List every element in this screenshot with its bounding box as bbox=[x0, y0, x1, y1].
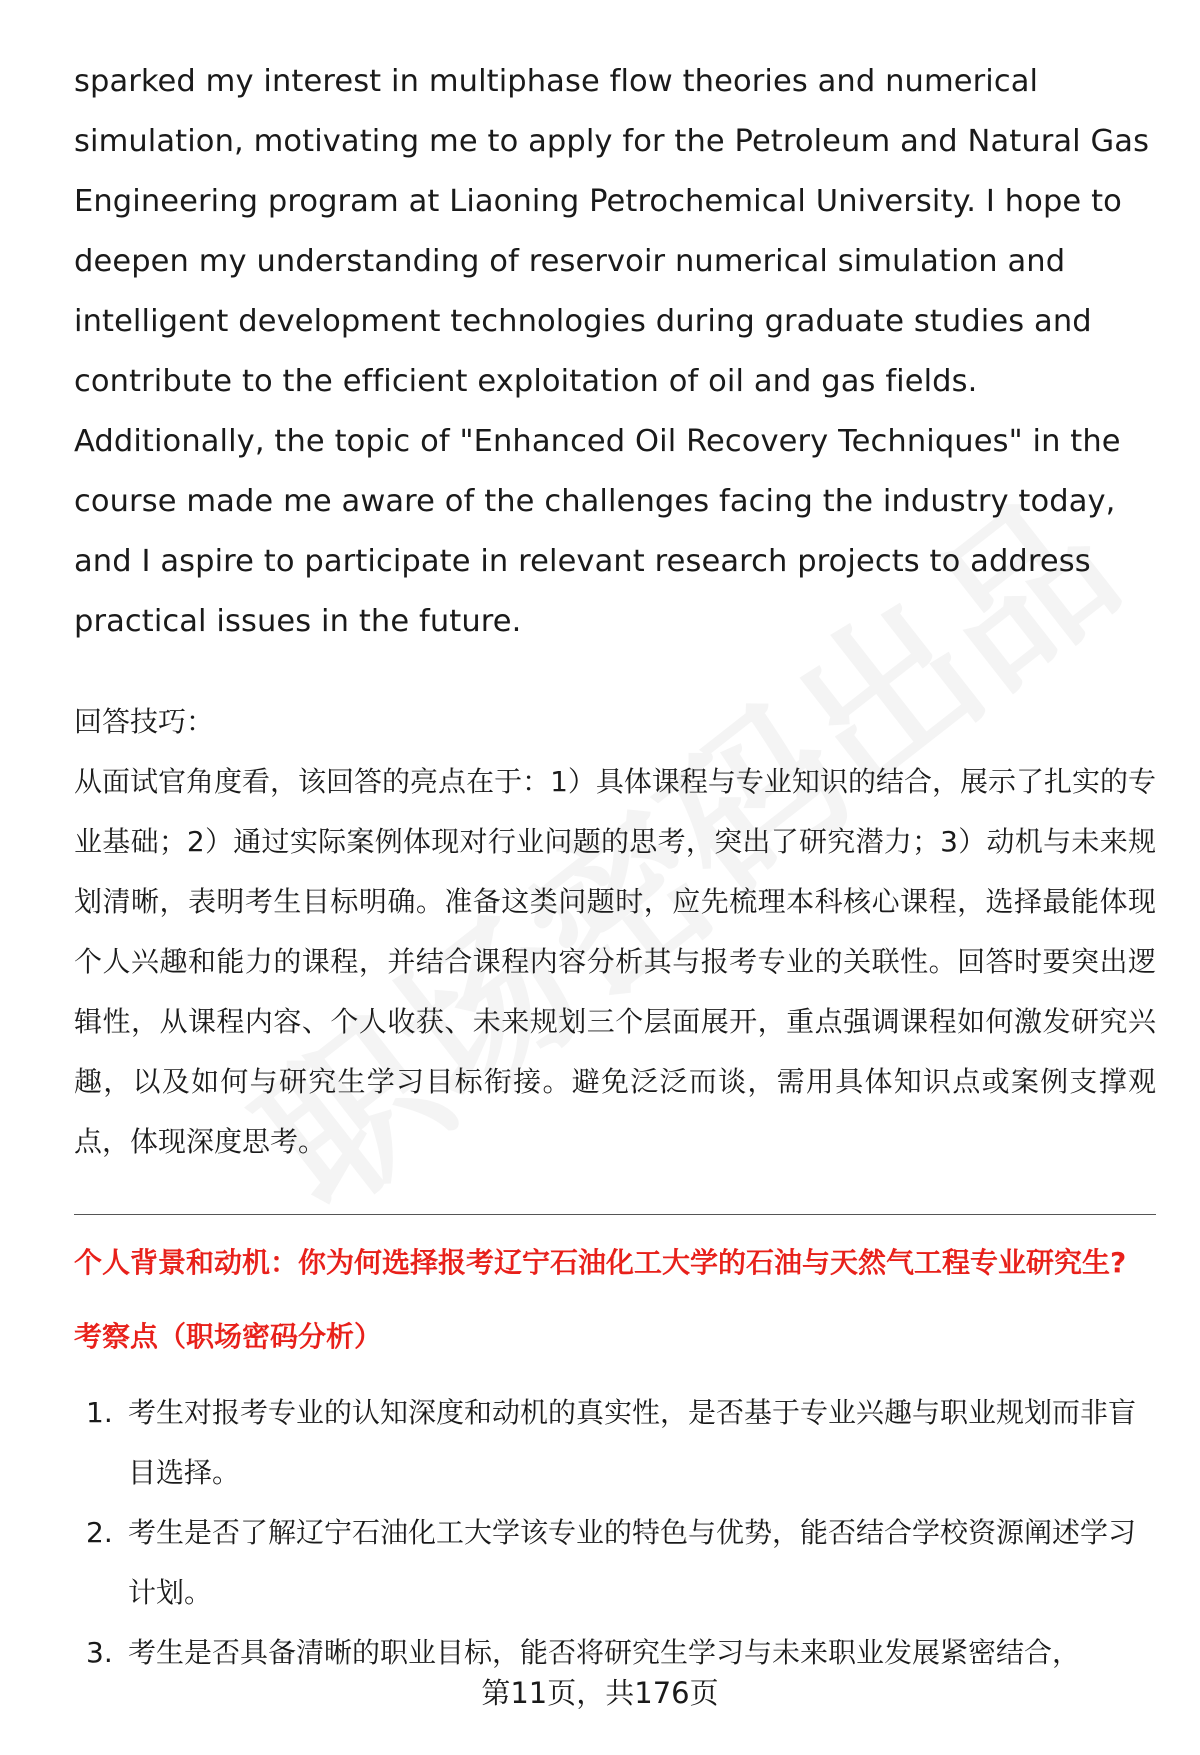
list-item-number: 1. bbox=[86, 1396, 113, 1429]
list-item bbox=[74, 1383, 1156, 1503]
list-item bbox=[74, 1503, 1156, 1623]
assessment-points-heading: 考察点（职场密码分析） bbox=[74, 1320, 383, 1353]
list-item-text: 考生是否了解辽宁石油化工大学该专业的特色与优势，能否结合学校资源阐述学习计划。 bbox=[128, 1516, 1137, 1609]
list-item-text: 考生是否具备清晰的职业目标，能否将研究生学习与未来职业发展紧密结合， bbox=[128, 1636, 1081, 1669]
question-title: 个人背景和动机：你为何选择报考辽宁石油化工大学的石油与天然气工程专业研究生? bbox=[74, 1246, 1127, 1279]
list-item-number: 3. bbox=[86, 1636, 113, 1669]
section-divider bbox=[74, 1214, 1156, 1215]
page-number-footer: 第11页，共176页 bbox=[481, 1676, 719, 1710]
tips-heading: 回答技巧： bbox=[74, 705, 215, 738]
intro-paragraph: sparked my interest in multiphase flow theories and numerical simulation, motivating me to apply for the Petroleum and Natural Gas Engineering program at Liaoning Petrochemical University. I hope to deepen my understanding of reservoir numerical simulation and intelligent development technologies during graduate studies and contribute to the efficient exploitation of oil and gas fields. Additionally, the topic of "Enhanced Oil Recovery Techniques" in the course made me aware of the challenges facing the industry today, and I aspire to participate in relevant research projects to address practical issues in the future. bbox=[74, 64, 1150, 639]
list-item-number: 2. bbox=[86, 1516, 113, 1549]
list-item-text: 考生对报考专业的认知深度和动机的真实性，是否基于专业兴趣与职业规划而非盲目选择。 bbox=[128, 1396, 1137, 1489]
page-content bbox=[74, 52, 1156, 1683]
assessment-points-list bbox=[74, 1383, 1156, 1683]
tips-body: 从面试官角度看，该回答的亮点在于：1）具体课程与专业知识的结合，展示了扎实的专业基础；2）通过实际案例体现对行业问题的思考，突出了研究潜力；3）动机与未来规划清晰，表明考生目标明确。准备这类问题时，应先梳理本科核心课程，选择最能体现个人兴趣和能力的课程，并结合课程内容分析其与报考专业的关联性。回答时要突出逻辑性，从课程内容、个人收获、未来规划三个层面展开，重点强调课程如何激发研究兴趣，以及如何与研究生学习目标衔接。避免泛泛而谈，需用具体知识点或案例支撑观点，体现深度思考。 bbox=[74, 765, 1156, 1158]
